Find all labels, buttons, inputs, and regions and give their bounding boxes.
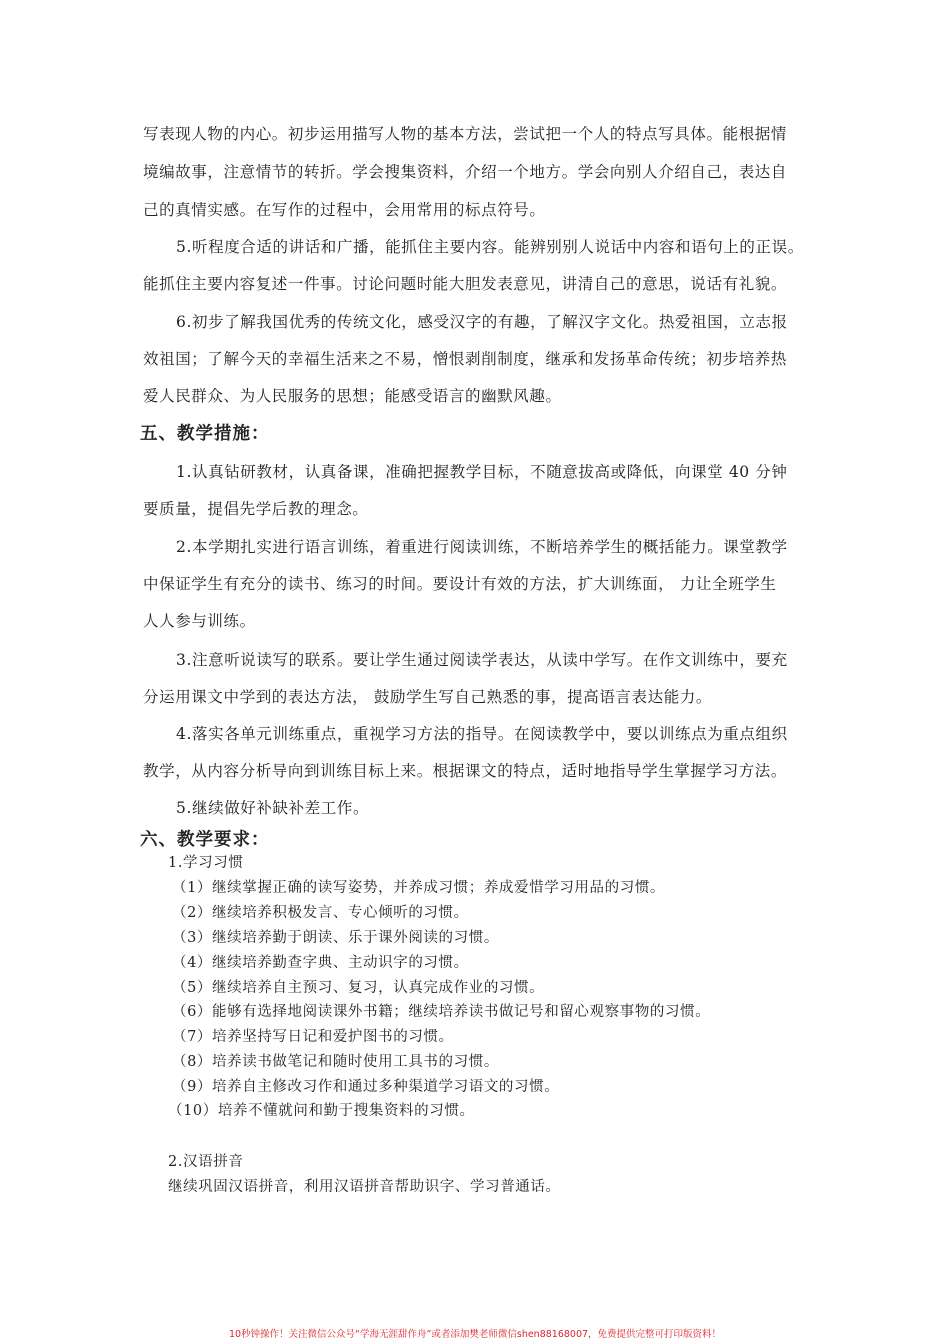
list-item: （9）培养自主修改习作和通过多种渠道学习语文的习惯。: [172, 1079, 560, 1095]
paragraph-line: 效祖国；了解今天的幸福生活来之不易，憎恨剥削制度，继承和发扬革命传统；初步培养热: [143, 350, 788, 368]
list-item: （7）培养坚持写日记和爱护图书的习惯。: [172, 1029, 454, 1045]
paragraph-line: 继续巩固汉语拼音，利用汉语拼音帮助识字、学习普通话。: [168, 1179, 561, 1195]
list-item: （4）继续培养勤查字典、主动识字的习惯。: [172, 955, 469, 971]
section-heading: 六、教学要求：: [140, 830, 270, 850]
paragraph-line: 1.认真钻研教材，认真备课，准确把握教学目标，不随意拔高或降低，向课堂 40 分钟: [176, 463, 788, 481]
paragraph-line: 人人参与训练。: [143, 612, 256, 630]
paragraph-line: 能抓住主要内容复述一件事。讨论问题时能大胆发表意见，讲清自己的意思，说话有礼貌。: [143, 275, 788, 293]
list-item: （5）继续培养自主预习、复习，认真完成作业的习惯。: [172, 980, 545, 996]
paragraph-line: 写表现人物的内心。初步运用描写人物的基本方法，尝试把一个人的特点写具体。能根据情: [143, 125, 788, 143]
paragraph-line: 爱人民群众、为人民服务的思想；能感受语言的幽默风趣。: [143, 387, 562, 405]
subheading: 2.汉语拼音: [168, 1154, 244, 1170]
list-item: （2）继续培养积极发言、专心倾听的习惯。: [172, 905, 469, 921]
subheading: 1.学习习惯: [168, 855, 244, 871]
paragraph-line: 教学，从内容分析导向到训练目标上来。根据课文的特点，适时地指导学生掌握学习方法。: [143, 762, 788, 780]
paragraph-line: 2.本学期扎实进行语言训练，着重进行阅读训练，不断培养学生的概括能力。课堂教学: [176, 538, 788, 556]
list-item: （10）培养不懂就问和勤于搜集资料的习惯。: [168, 1103, 475, 1119]
list-item: （8）培养读书做笔记和随时使用工具书的习惯。: [172, 1054, 499, 1070]
paragraph-line: 4.落实各单元训练重点，重视学习方法的指导。在阅读教学中，要以训练点为重点组织: [176, 725, 788, 743]
footer-notice: 10秒钟操作！关注微信公众号“学海无涯甜作舟”或者添加樊老师微信shen88168007，免费提供完整可打印版资料！: [228, 1329, 722, 1340]
paragraph-line: 分运用课文中学到的表达方法， 鼓励学生写自己熟悉的事，提高语言表达能力。: [143, 688, 713, 706]
paragraph-line: 己的真情实感。在写作的过程中，会用常用的标点符号。: [143, 201, 546, 219]
section-heading: 五、教学措施：: [140, 424, 270, 444]
paragraph-line: 中保证学生有充分的读书、练习的时间。要设计有效的方法，扩大训练面， 力让全班学生: [143, 575, 777, 593]
paragraph-line: 5.继续做好补缺补差工作。: [176, 799, 370, 817]
list-item: （6）能够有选择地阅读课外书籍；继续培养读书做记号和留心观察事物的习惯。: [172, 1004, 711, 1020]
list-item: （1）继续掌握正确的读写姿势，并养成习惯；养成爱惜学习用品的习惯。: [172, 880, 666, 896]
paragraph-line: 境编故事，注意情节的转折。学会搜集资料，介绍一个地方。学会向别人介绍自己，表达自: [143, 163, 788, 181]
paragraph-line: 要质量，提倡先学后教的理念。: [143, 500, 369, 518]
paragraph-line: 5.听程度合适的讲话和广播，能抓住主要内容。能辨别别人说话中内容和语句上的正误。: [176, 238, 804, 256]
paragraph-line: 3.注意听说读写的联系。要让学生通过阅读学表达，从读中学写。在作文训练中，要充: [176, 651, 788, 669]
paragraph-line: 6.初步了解我国优秀的传统文化，感受汉字的有趣，了解汉字文化。热爱祖国，立志报: [176, 313, 788, 331]
list-item: （3）继续培养勤于朗读、乐于课外阅读的习惯。: [172, 930, 499, 946]
